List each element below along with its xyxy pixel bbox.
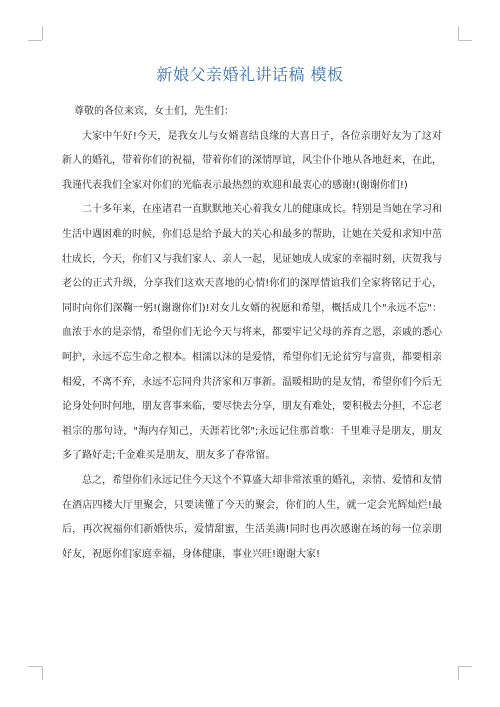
document-title: 新娘父亲婚礼讲话稿 模板 (156, 65, 344, 84)
crop-mark-bottom-right (458, 666, 459, 680)
crop-mark-bottom-right (458, 666, 472, 667)
body-paragraph: 大家中午好!今天，是我女儿与女婿喜结良缘的大喜日子，各位亲朋好友为了这对新人的婚礼，带着你们的祝福，带着你们的深情厚谊，风尘仆仆地从各地赶来，在此，我谨代表我们全家对你们的光临表示最热烈的欢迎和最衷心的感谢!(谢谢你们!) (62, 130, 442, 191)
crop-mark-top-right (458, 40, 472, 41)
crop-mark-top-left (28, 40, 42, 41)
greeting-paragraph: 尊敬的各位来宾，女士们，先生们： (74, 106, 234, 117)
crop-mark-top-right (458, 26, 459, 40)
crop-mark-bottom-left (28, 666, 42, 667)
crop-mark-top-left (42, 26, 43, 40)
body-paragraph: 二十多年来，在座诸君一直默默地关心着我女儿的健康成长。特别是当她在学习和生活中遇困难的时候，你们总是给予最大的关心和最多的帮助，让她在关爱和求知中茁壮成长，今天，你们又与我们家人、亲人一起，见证她成人成家的幸福时刻，庆贺我与老公的正式升级，分享我们这欢天喜地的心情!你们的深厚情谊我们全家将铭记于心，同时向你们深鞠一躬!(谢谢你们)!对女儿女婿的祝愿和希望，概括成几个"永远不忘"：血浓于水的是亲情，希望你们无论今天与将来，都要牢记父母的养育之恩，亲戚的悉心呵护，永远不忘生命之根本。相濡以沫的是爱情，希望你们无论贫穷与富贵，都要相亲相爱，不离不弃，永远不忘同舟共济家和万事新。温暖相助的是友情，希望你们今后无论身处何时何地，朋友喜事来临，要尽快去分享，朋友有难处，要积极去分担，不忘老祖宗的那句诗，"海内存知己，天涯若比邻";永远记住那首歌：千里难寻是朋友，朋友多了路好走;千金难买是朋友，朋友多了春常留。 (62, 204, 442, 462)
body-paragraph: 总之，希望你们永远记住今天这个不算盛大却非常浓重的婚礼，亲情、爱情和友情在酒店四楼大厅里聚会，只要读懂了今天的聚会，你们的人生，就一定会光辉灿烂!最后，再次祝福你们新婚快乐，爱情甜蜜，生活美满!同时也再次感谢在场的每一位亲朋好友，祝愿你们家庭幸福，身体健康，事业兴旺!谢谢大家! (62, 474, 442, 560)
crop-mark-bottom-left (42, 666, 43, 680)
document-body (62, 100, 442, 567)
